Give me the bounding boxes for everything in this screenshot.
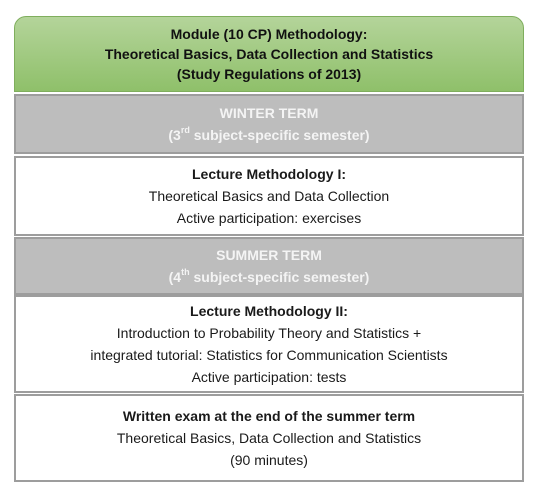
summer-sem-sup: th: [181, 267, 190, 278]
module-header: [14, 16, 524, 92]
summer-term-box: [14, 237, 524, 295]
lecture-1-title: Lecture Methodology I:: [192, 166, 346, 182]
summer-sem-prefix: (4: [168, 269, 182, 285]
lecture-2-line3: Active participation: tests: [191, 369, 347, 385]
lecture-2-line1: Introduction to Probability Theory and Statistics +: [116, 325, 422, 341]
exam-line1: Theoretical Basics, Data Collection and Statistics: [116, 430, 422, 446]
lecture-1-box: [14, 156, 524, 236]
study-regulations: (Study Regulations of 2013): [176, 66, 362, 82]
module-subtitle: Theoretical Basics, Data Collection and Statistics: [104, 46, 434, 62]
winter-sem-suffix: subject-specific semester): [189, 127, 370, 143]
summer-sem-suffix: subject-specific semester): [189, 269, 370, 285]
lecture-1-line2: Active participation: exercises: [176, 210, 362, 226]
summer-term-semester: [169, 266, 370, 288]
winter-term-box: [14, 94, 524, 154]
winter-sem-prefix: (3: [168, 127, 181, 143]
exam-title: Written exam at the end of the summer term: [122, 408, 416, 424]
lecture-2-title: Lecture Methodology II:: [190, 303, 348, 319]
winter-term-title: WINTER TERM: [219, 105, 319, 121]
lecture-1-line1: Theoretical Basics and Data Collection: [148, 188, 390, 204]
exam-box: [14, 394, 524, 482]
module-title: Module (10 CP) Methodology:: [170, 26, 368, 42]
exam-line2: (90 minutes): [230, 452, 308, 468]
lecture-2-box: [14, 295, 524, 393]
winter-sem-sup: rd: [180, 125, 190, 136]
lecture-2-line2: integrated tutorial: Statistics for Communication Scientists: [90, 347, 448, 363]
summer-term-title: SUMMER TERM: [216, 247, 322, 263]
winter-term-semester: [168, 124, 369, 146]
